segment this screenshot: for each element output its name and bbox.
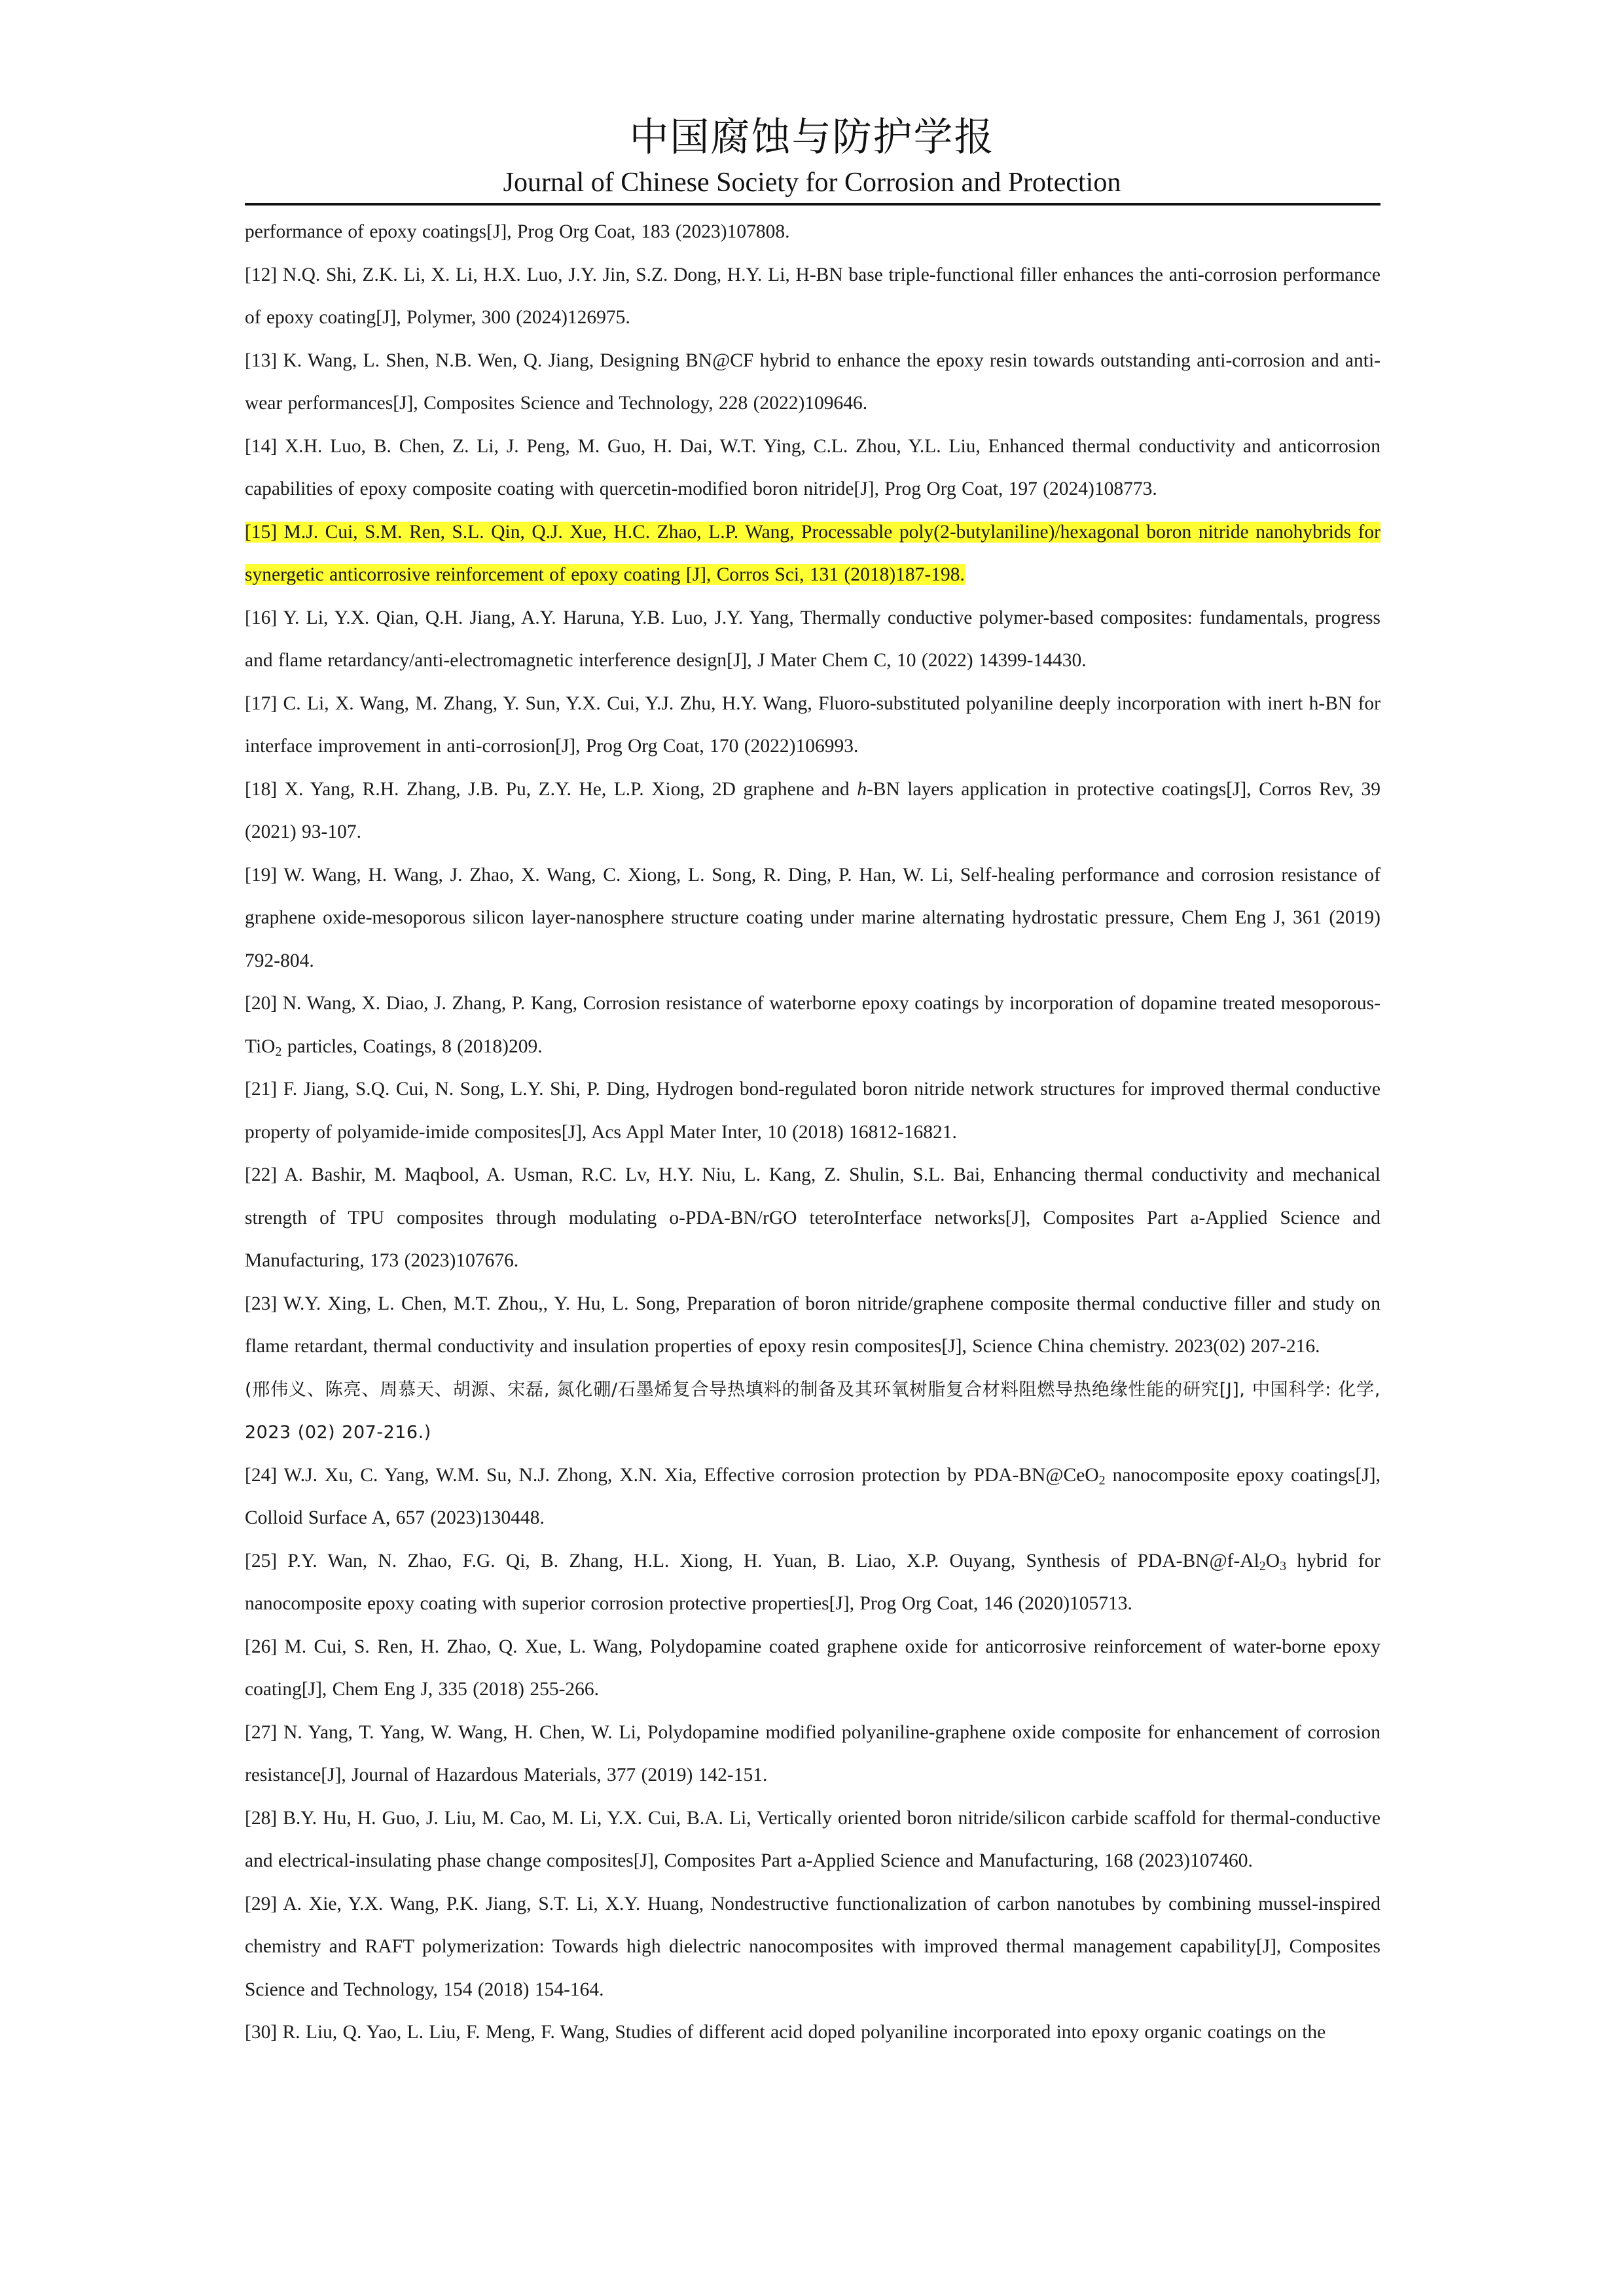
reference-text: [14] X.H. Luo, B. Chen, Z. Li, J. Peng, M. Guo, H. Dai, W.T. Ying, C.L. Zhou, Y.L. Liu, Enhanced thermal conductivity and anticorrosion capabilities of epoxy composite coating with quercetin-modified boron nitride[J], Prog Org Coat, 197 (2024)108773. (245, 435, 1380, 499)
reference-entry (245, 1626, 1380, 1712)
reference-text-part: [20] N. Wang, X. Diao, J. Zhang, P. Kang, Corrosion resistance of waterborne epoxy coatings by incorporation of dopamine treated mesoporous-TiO (245, 993, 1380, 1057)
reference-text: [26] M. Cui, S. Ren, H. Zhao, Q. Xue, L. Wang, Polydopamine coated graphene oxide for anticorrosive reinforcement of water-borne epoxy coating[J], Chem Eng J, 335 (2018) 255-266. (245, 1636, 1380, 1700)
reference-text-part: -BN layers application in protective coatings[J], Corros Rev, 39 (2021) 93-107. (245, 778, 1380, 842)
reference-text: [30] R. Liu, Q. Yao, L. Liu, F. Meng, F. Wang, Studies of different acid doped polyaniline incorporated into epoxy organic coatings on the (245, 2022, 1326, 2043)
reference-text: [27] N. Yang, T. Yang, W. Wang, H. Chen, W. Li, Polydopamine modified polyaniline-graphene oxide composite for enhancement of corrosion resistance[J], Journal of Hazardous Materials, 377 (2019) 142-151. (245, 1721, 1380, 1785)
reference-entry (245, 1883, 1380, 2012)
reference-text: [21] F. Jiang, S.Q. Cui, N. Song, L.Y. Shi, P. Ding, Hydrogen bond-regulated boron nitride network structures for improved thermal conductive property of polyamide-imide composites[J], Acs Appl Mater Inter, 10 (2018) 16812-16821. (245, 1079, 1380, 1143)
reference-entry (245, 1369, 1380, 1454)
header-divider (245, 203, 1380, 206)
reference-entry (245, 854, 1380, 983)
reference-text: performance of epoxy coatings[J], Prog Org Coat, 183 (2023)107808. (245, 221, 790, 242)
reference-entry (245, 1283, 1380, 1369)
reference-entry (245, 683, 1380, 768)
reference-text: [15] M.J. Cui, S.M. Ren, S.L. Qin, Q.J. Xue, H.C. Zhao, L.P. Wang, Processable poly(2-butylaniline)/hexagonal boron nitride nanohybrids for synergetic anticorrosive reinforcement of epoxy coating [J], Corros Sci, 131 (2018)187-198. (245, 521, 1380, 585)
reference-text-part: 2 (275, 1044, 282, 1059)
reference-text: [17] C. Li, X. Wang, M. Zhang, Y. Sun, Y.X. Cui, Y.J. Zhu, H.Y. Wang, Fluoro-substituted polyaniline deeply incorporation with inert h-BN for interface improvement in anti-corrosion[J], Prog Org Coat, 170 (2022)106993. (245, 692, 1380, 757)
journal-title-chinese: 中国腐蚀与防护学报 (629, 115, 995, 160)
reference-text: [12] N.Q. Shi, Z.K. Li, X. Li, H.X. Luo, J.Y. Jin, S.Z. Dong, H.Y. Li, H-BN base triple-functional filler enhances the anti-corrosion performance of epoxy coating[J], Polymer, 300 (2024)126975. (245, 264, 1380, 328)
reference-text: [16] Y. Li, Y.X. Qian, Q.H. Jiang, A.Y. Haruna, Y.B. Luo, J.Y. Yang, Thermally conductive polymer-based composites: fundamentals, progress and flame retardancy/anti-electromagnetic interference design[J], J Mater Chem C, 10 (2022) 14399-14430. (245, 607, 1380, 671)
reference-entry (245, 1712, 1380, 1797)
reference-entry (245, 2011, 1380, 2054)
reference-text-part: [18] X. Yang, R.H. Zhang, J.B. Pu, Z.Y. He, L.P. Xiong, 2D graphene and (245, 778, 857, 800)
reference-entry-highlighted (245, 511, 1380, 597)
reference-entry (245, 340, 1380, 425)
reference-text (245, 993, 1380, 1057)
reference-text-part: 2 (1098, 1473, 1106, 1488)
reference-text-part: hybrid for nanocomposite epoxy coating with superior corrosion protective properties[J], Prog Org Coat, 146 (2020)105713. (245, 1550, 1380, 1614)
reference-text-part: [24] W.J. Xu, C. Yang, W.M. Su, N.J. Zhong, X.N. Xia, Effective corrosion protection by PDA-BN@CeO (245, 1464, 1099, 1486)
reference-text (245, 1465, 1380, 1529)
reference-entry (245, 1154, 1380, 1283)
reference-text-part: particles, Coatings, 8 (2018)209. (281, 1035, 543, 1057)
reference-text: [13] K. Wang, L. Shen, N.B. Wen, Q. Jiang, Designing BN@CF hybrid to enhance the epoxy resin towards outstanding anti-corrosion and anti-wear performances[J], Composites Science and Technology, 228 (2022)109646. (245, 350, 1380, 414)
reference-text (245, 779, 1380, 843)
journal-title-english: Journal of Chinese Society for Corrosion and Protection (503, 168, 1121, 198)
reference-text-part: h (857, 778, 867, 800)
reference-text: (邢伟义、陈亮、周慕天、胡源、宋磊, 氮化硼/石墨烯复合导热填料的制备及其环氧树脂复合材料阻燃导热绝缘性能的研究[J], 中国科学: 化学, 2023 (02) 207-216.) (245, 1379, 1380, 1443)
reference-text: [22] A. Bashir, M. Maqbool, A. Usman, R.C. Lv, H.Y. Niu, L. Kang, Z. Shulin, S.L. Bai, Enhancing thermal conductivity and mechanical strength of TPU composites through modulating o-PDA-BN/rGO teteroInterface networks[J], Composites Part a-Applied Science and Manufacturing, 173 (2023)107676. (245, 1164, 1380, 1271)
reference-entry (245, 425, 1380, 511)
reference-entry (245, 254, 1380, 340)
reference-text-part: O (1265, 1550, 1280, 1571)
reference-entry (245, 1540, 1380, 1626)
reference-text: [28] B.Y. Hu, H. Guo, J. Liu, M. Cao, M. Li, Y.X. Cui, B.A. Li, Vertically oriented boron nitride/silicon carbide scaffold for thermal-conductive and electrical-insulating phase change composites[J], Composites Part a-Applied Science and Manufacturing, 168 (2023)107460. (245, 1807, 1380, 1871)
reference-entry (245, 1797, 1380, 1883)
reference-entry (245, 597, 1380, 683)
reference-list (245, 211, 1380, 2054)
reference-text-part: [25] P.Y. Wan, N. Zhao, F.G. Qi, B. Zhang, H.L. Xiong, H. Yuan, B. Liao, X.P. Ouyang, Synthesis of PDA-BN@f-Al (245, 1550, 1259, 1571)
reference-text-part: 3 (1280, 1558, 1287, 1573)
reference-text: [19] W. Wang, H. Wang, J. Zhao, X. Wang, C. Xiong, L. Song, R. Ding, P. Han, W. Li, Self-healing performance and corrosion resistance of graphene oxide-mesoporous silicon layer-nanosphere structure coating under marine alternating hydrostatic pressure, Chem Eng J, 361 (2019) 792-804. (245, 864, 1380, 971)
reference-entry (245, 982, 1380, 1068)
reference-entry (245, 1454, 1380, 1540)
reference-text-part: 2 (1259, 1558, 1266, 1573)
reference-entry (245, 1068, 1380, 1154)
reference-text: [29] A. Xie, Y.X. Wang, P.K. Jiang, S.T. Li, X.Y. Huang, Nondestructive functionalization of carbon nanotubes by combining mussel-inspired chemistry and RAFT polymerization: Towards high dielectric nanocomposites with improved thermal management capability[J], Composites Science and Technology, 154 (2018) 154-164. (245, 1893, 1380, 2000)
reference-entry (245, 768, 1380, 854)
reference-text-part: nanocomposite epoxy coatings[J], Colloid Surface A, 657 (2023)130448. (245, 1464, 1380, 1528)
reference-entry (245, 211, 1380, 254)
reference-text (245, 1551, 1380, 1615)
reference-text: [23] W.Y. Xing, L. Chen, M.T. Zhou,, Y. Hu, L. Song, Preparation of boron nitride/graphene composite thermal conductive filler and study on flame retardant, thermal conductivity and insulation properties of epoxy resin composites[J], Science China chemistry. 2023(02) 207-216. (245, 1293, 1380, 1357)
